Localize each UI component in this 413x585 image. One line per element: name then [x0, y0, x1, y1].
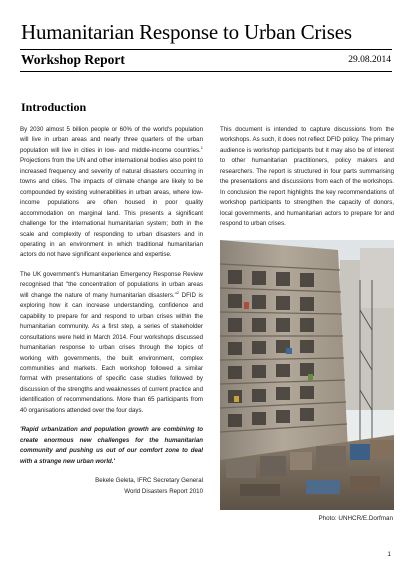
footnote-ref-1: 1	[200, 144, 203, 150]
report-title: Humanitarian Response to Urban Crises	[21, 20, 352, 44]
footnote-ref-2: 2	[176, 289, 180, 295]
left-column	[20, 125, 203, 497]
report-subtitle: Workshop Report	[21, 52, 125, 67]
intro-p2-text-a: The UK government's Humanitarian Emergency Response Review recognised that "the concentration of populations in urban areas will change the nature of many humanitarian disasters."	[20, 270, 203, 299]
quote-attribution-line-1: Bekele Geleta, IFRC Secretary General	[95, 477, 203, 485]
purpose-paragraph: This document is intended to capture discussions from the workshops. As such, it does not reflect DFID policy. The primary audience is workshop participants but it may also be of interest to other humanitarian practitioners, policy makers and researchers. The report is structured in four parts summarising the presentations and discussions from each of the workshops. In conclusion the report highlights the key recommendations of workshop participants to strengthen the capacity of donors, local governments, and humanitarian actors to prepare for and respond to urban crises.	[220, 126, 394, 228]
intro-p1-text-a: By 2030 almost 5 billion people or 60% of the world's population will live in urban areas and nearly three quarters of the urban population will live in cities in low- and middle-income countries.	[20, 126, 203, 154]
intro-p2-text-b: DFID is exploring how it can increase understanding, confidence and capability to prepare for and respond to urban crises within the humanitarian community. As a first step, a series of stakeholder consultations were held in March 2014. Four workshops discussed humanitarian response to urban crises through the topics of working with governments, the built environment, complex communities and markets. Each workshop followed a similar format with presentations of specific case studies followed by discussion of the strengths and weaknesses of current practice and identification of recommendations. More than 65 participants from 40 organisations attended over the four days.	[20, 291, 203, 414]
photo-caption: Photo: UNHCR/E.Dorfman	[318, 515, 393, 522]
title-rule	[20, 49, 392, 50]
intro-p1-text-b: Projections from the UN and other international bodies also point to increased frequency and severity of natural disasters occurring in towns and cities. The impacts of climate change are likely to be compounded by existing vulnerabilities in urban areas, where low-income populations are often housed in poor quality accommodation on marginal land. This presents a significant challenge for the international humanitarian system; both in the scale and complexity of responding to urban disasters and in operating in an environment in which traditional humanitarian actors do not have significant experience and expertise.	[20, 157, 203, 259]
urban-building-photo	[220, 240, 394, 510]
right-column	[220, 125, 394, 230]
quote-attribution-line-2: World Disasters Report 2010	[124, 487, 203, 495]
pull-quote: 'Rapid urbanization and population growth are combining to create enormous new challenges for the humanitarian community and pushing us out of our comfort zone to deal with a strange new urban world.'	[20, 426, 203, 465]
report-date: 29.08.2014	[348, 55, 391, 65]
intro-paragraph-1	[20, 125, 203, 261]
page-number: 1	[387, 551, 391, 558]
section-heading: Introduction	[21, 100, 87, 114]
intro-paragraph-2	[20, 270, 203, 416]
subtitle-rule	[20, 71, 392, 72]
